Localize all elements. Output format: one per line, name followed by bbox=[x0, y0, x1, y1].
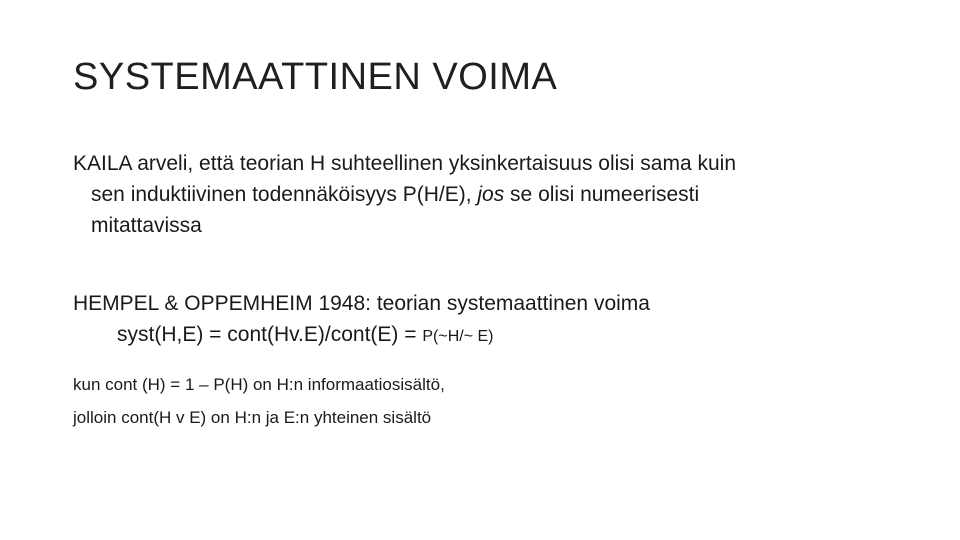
kaila-line-2 bbox=[73, 179, 736, 210]
kaila-line-1: KAILA arveli, että teorian H suhteellinen yksinkertaisuus olisi sama kuin bbox=[73, 152, 736, 175]
hempel-heading: HEMPEL & OPPEMHEIM 1948: teorian systemaattinen voima bbox=[73, 292, 650, 315]
slide-title: SYSTEMAATTINEN VOIMA bbox=[73, 56, 558, 98]
formula-main: syst(H,E) = cont(Hv.E)/cont(E) = bbox=[117, 323, 423, 346]
cont-line-2: jolloin cont(H v E) on H:n ja E:n yhteinen sisältö bbox=[73, 408, 432, 427]
kaila-line-3: mitattavissa bbox=[91, 214, 202, 237]
systematic-power-formula bbox=[73, 319, 650, 352]
kaila-paragraph bbox=[73, 148, 736, 241]
hempel-paragraph bbox=[73, 288, 650, 352]
formula-probability: P(~H/~ E) bbox=[422, 328, 494, 345]
cont-definitions bbox=[73, 368, 445, 434]
cont-line-1: kun cont (H) = 1 – P(H) on H:n informaatiosisältö, bbox=[73, 375, 445, 394]
kaila-line-2-after: se olisi numeerisesti bbox=[504, 183, 700, 206]
kaila-line-2-italic: jos bbox=[477, 183, 505, 206]
kaila-line-2-before: sen induktiivinen todennäköisyys P(H/E), bbox=[91, 183, 478, 206]
